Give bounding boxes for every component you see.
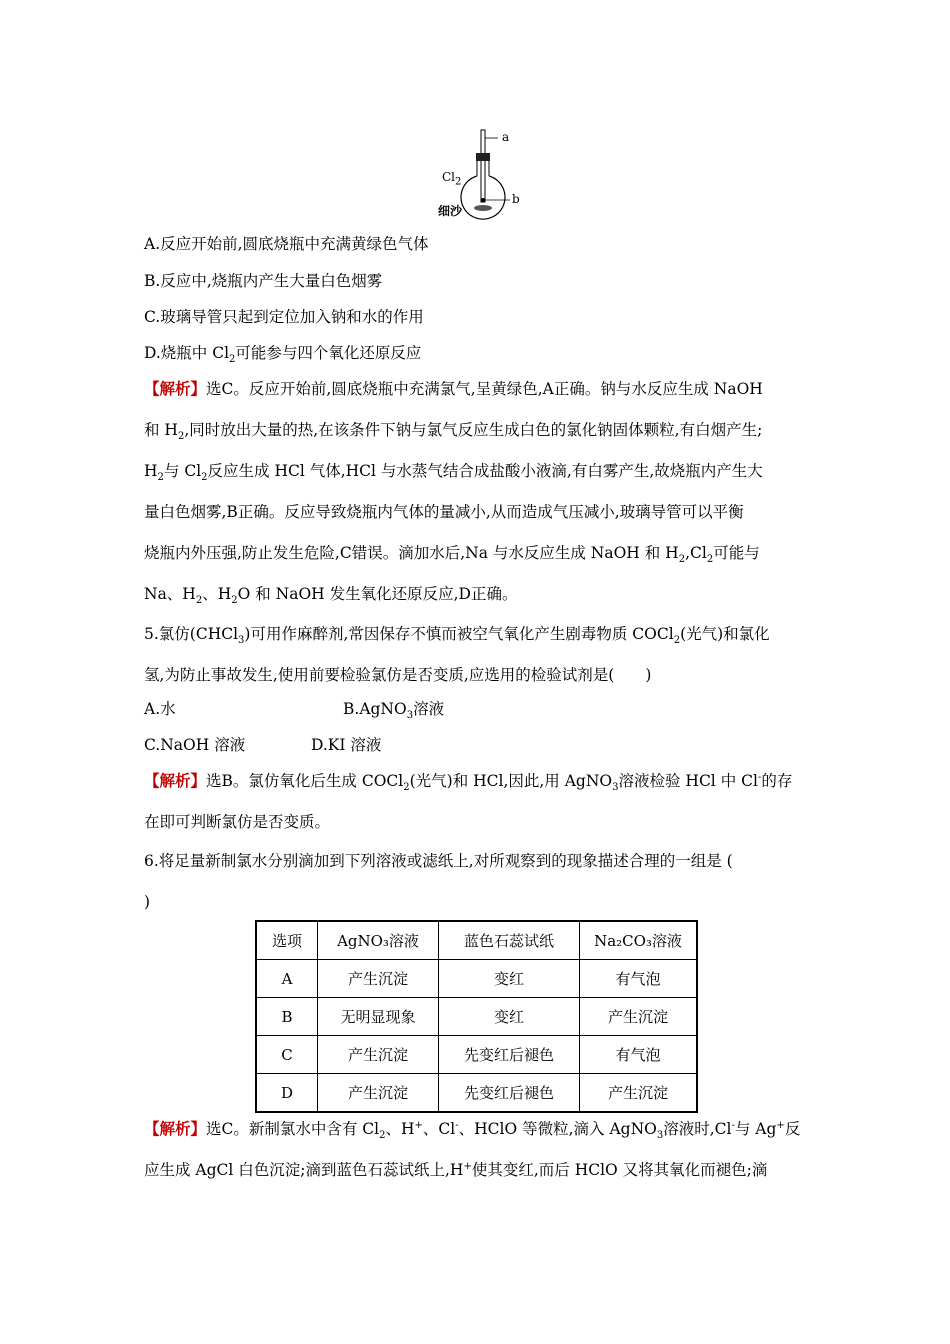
table-row (256, 960, 697, 998)
table-cell: 无明显现象 (318, 998, 439, 1036)
table-cell: B (256, 998, 318, 1036)
q4-analysis-line: $H_2$与 $Cl_2$反应生成 HCl 气体,HCl 与水蒸气结合成盐酸小液滴,有白雾产生,故烧瓶内产生大 (144, 462, 763, 484)
q5-option-d: D.KI 溶液 (311, 736, 382, 754)
q4-analysis-line: 烧瓶内外压强,防止发生危险,C错误。滴加水后,Na 与水反应生成 NaOH 和 $H_2,Cl_2$可能与 (144, 544, 760, 566)
table-cell: 产生沉淀 (318, 1036, 439, 1074)
q5-analysis-line: 在即可判断氯仿是否变质。 (144, 813, 331, 831)
q4-analysis-line: 量白色烟雾,B正确。反应导致烧瓶内气体的量减小,从而造成气压减小,玻璃导管可以平衡 (144, 503, 744, 521)
table-cell: 产生沉淀 (318, 1074, 439, 1113)
q5-stem-line: 5.氯仿(CHCl$_3$)可用作麻醉剂,常因保存不慎而被空气氧化产生剧毒物质 COCl$_2$(光气)和氯化 (144, 625, 770, 647)
q5-option-b: B.AgNO$_3$溶液 (343, 700, 445, 722)
table-cell: 产生沉淀 (318, 960, 439, 998)
table-row (256, 1036, 697, 1074)
table-cell: 有气泡 (580, 1036, 698, 1074)
q6-stem (144, 841, 806, 923)
q5-stem-line: 氢,为防止事故发生,使用前要检验氯仿是否变质,应选用的检验试剂是( ) (144, 666, 652, 684)
table-cell: C (256, 1036, 318, 1074)
q6-stem-line: ) (144, 893, 151, 911)
table-cell: A (256, 960, 318, 998)
q6-analysis-line: 【解析】选C。新制氯水中含有 $Cl_2$、H+、Cl-、HClO 等微粒,滴入 AgNO$_3$溶液时,Cl-与 Ag+反 (144, 1119, 801, 1142)
label-a: a (502, 130, 510, 144)
table-cell: 先变红后褪色 (439, 1036, 580, 1074)
q4-analysis-line: 【解析】选C。反应开始前,圆底烧瓶中充满氯气,呈黄绿色,A正确。钠与水反应生成 NaOH (144, 379, 763, 398)
q4-option-d: D.烧瓶中 $Cl_2$可能参与四个氧化还原反应 (144, 344, 422, 366)
q4-option-a: A.反应开始前,圆底烧瓶中充满黄绿色气体 (144, 235, 429, 253)
table-cell: 变红 (439, 998, 580, 1036)
q4-option-b: B.反应中,烧瓶内产生大量白色烟雾 (144, 272, 383, 290)
table-header-cell: 蓝色石蕊试纸 (439, 921, 580, 960)
table-row (256, 1074, 697, 1113)
q5-stem (144, 614, 806, 696)
options-table (255, 920, 698, 1113)
table-cell: 变红 (439, 960, 580, 998)
label-b: b (512, 192, 520, 206)
flask-diagram (436, 126, 526, 220)
q6-analysis (144, 1108, 806, 1191)
table-header-cell: AgNO₃溶液 (318, 921, 439, 960)
analysis-tag: 【解析】 (144, 379, 207, 398)
table-header-row (256, 921, 697, 960)
q6-stem-line: 6.将足量新制氯水分别滴加到下列溶液或滤纸上,对所观察到的现象描述合理的一组是 ( (144, 852, 733, 870)
q5-analysis (144, 760, 806, 843)
table-header-cell: 选项 (256, 921, 318, 960)
q5-option-a: A.水 (144, 700, 176, 718)
q5-analysis-line: 【解析】选B。氯仿氧化后生成 COCl$_2$(光气)和 HCl,因此,用 AgNO$_3$溶液检验 HCl 中 Cl-的存 (144, 771, 793, 794)
table-cell: 先变红后褪色 (439, 1074, 580, 1113)
table-header-cell: Na₂CO₃溶液 (580, 921, 698, 960)
label-sand: 细沙 (438, 204, 463, 218)
q5-option-c: C.NaOH 溶液 (144, 736, 246, 754)
table-row (256, 998, 697, 1036)
analysis-tag: 【解析】 (144, 771, 207, 790)
table-cell: 有气泡 (580, 960, 698, 998)
table-cell: D (256, 1074, 318, 1113)
label-cl2: $Cl_2$ (442, 170, 462, 188)
q4-analysis (144, 368, 806, 615)
table-cell: 产生沉淀 (580, 998, 698, 1036)
q4-analysis-line: Na、$H_2$、$H_2O$ 和 NaOH 发生氧化还原反应,D正确。 (144, 585, 518, 607)
q4-analysis-line: 和 $H_2$,同时放出大量的热,在该条件下钠与氯气反应生成白色的氯化钠固体颗粒,有白烟产生; (144, 421, 763, 443)
q4-option-c: C.玻璃导管只起到定位加入钠和水的作用 (144, 308, 424, 326)
table-cell: 产生沉淀 (580, 1074, 698, 1113)
q6-analysis-line: 应生成 AgCl 白色沉淀;滴到蓝色石蕊试纸上,H+使其变红,而后 HClO 又将其氧化而褪色;滴 (144, 1160, 768, 1179)
analysis-tag: 【解析】 (144, 1119, 207, 1138)
